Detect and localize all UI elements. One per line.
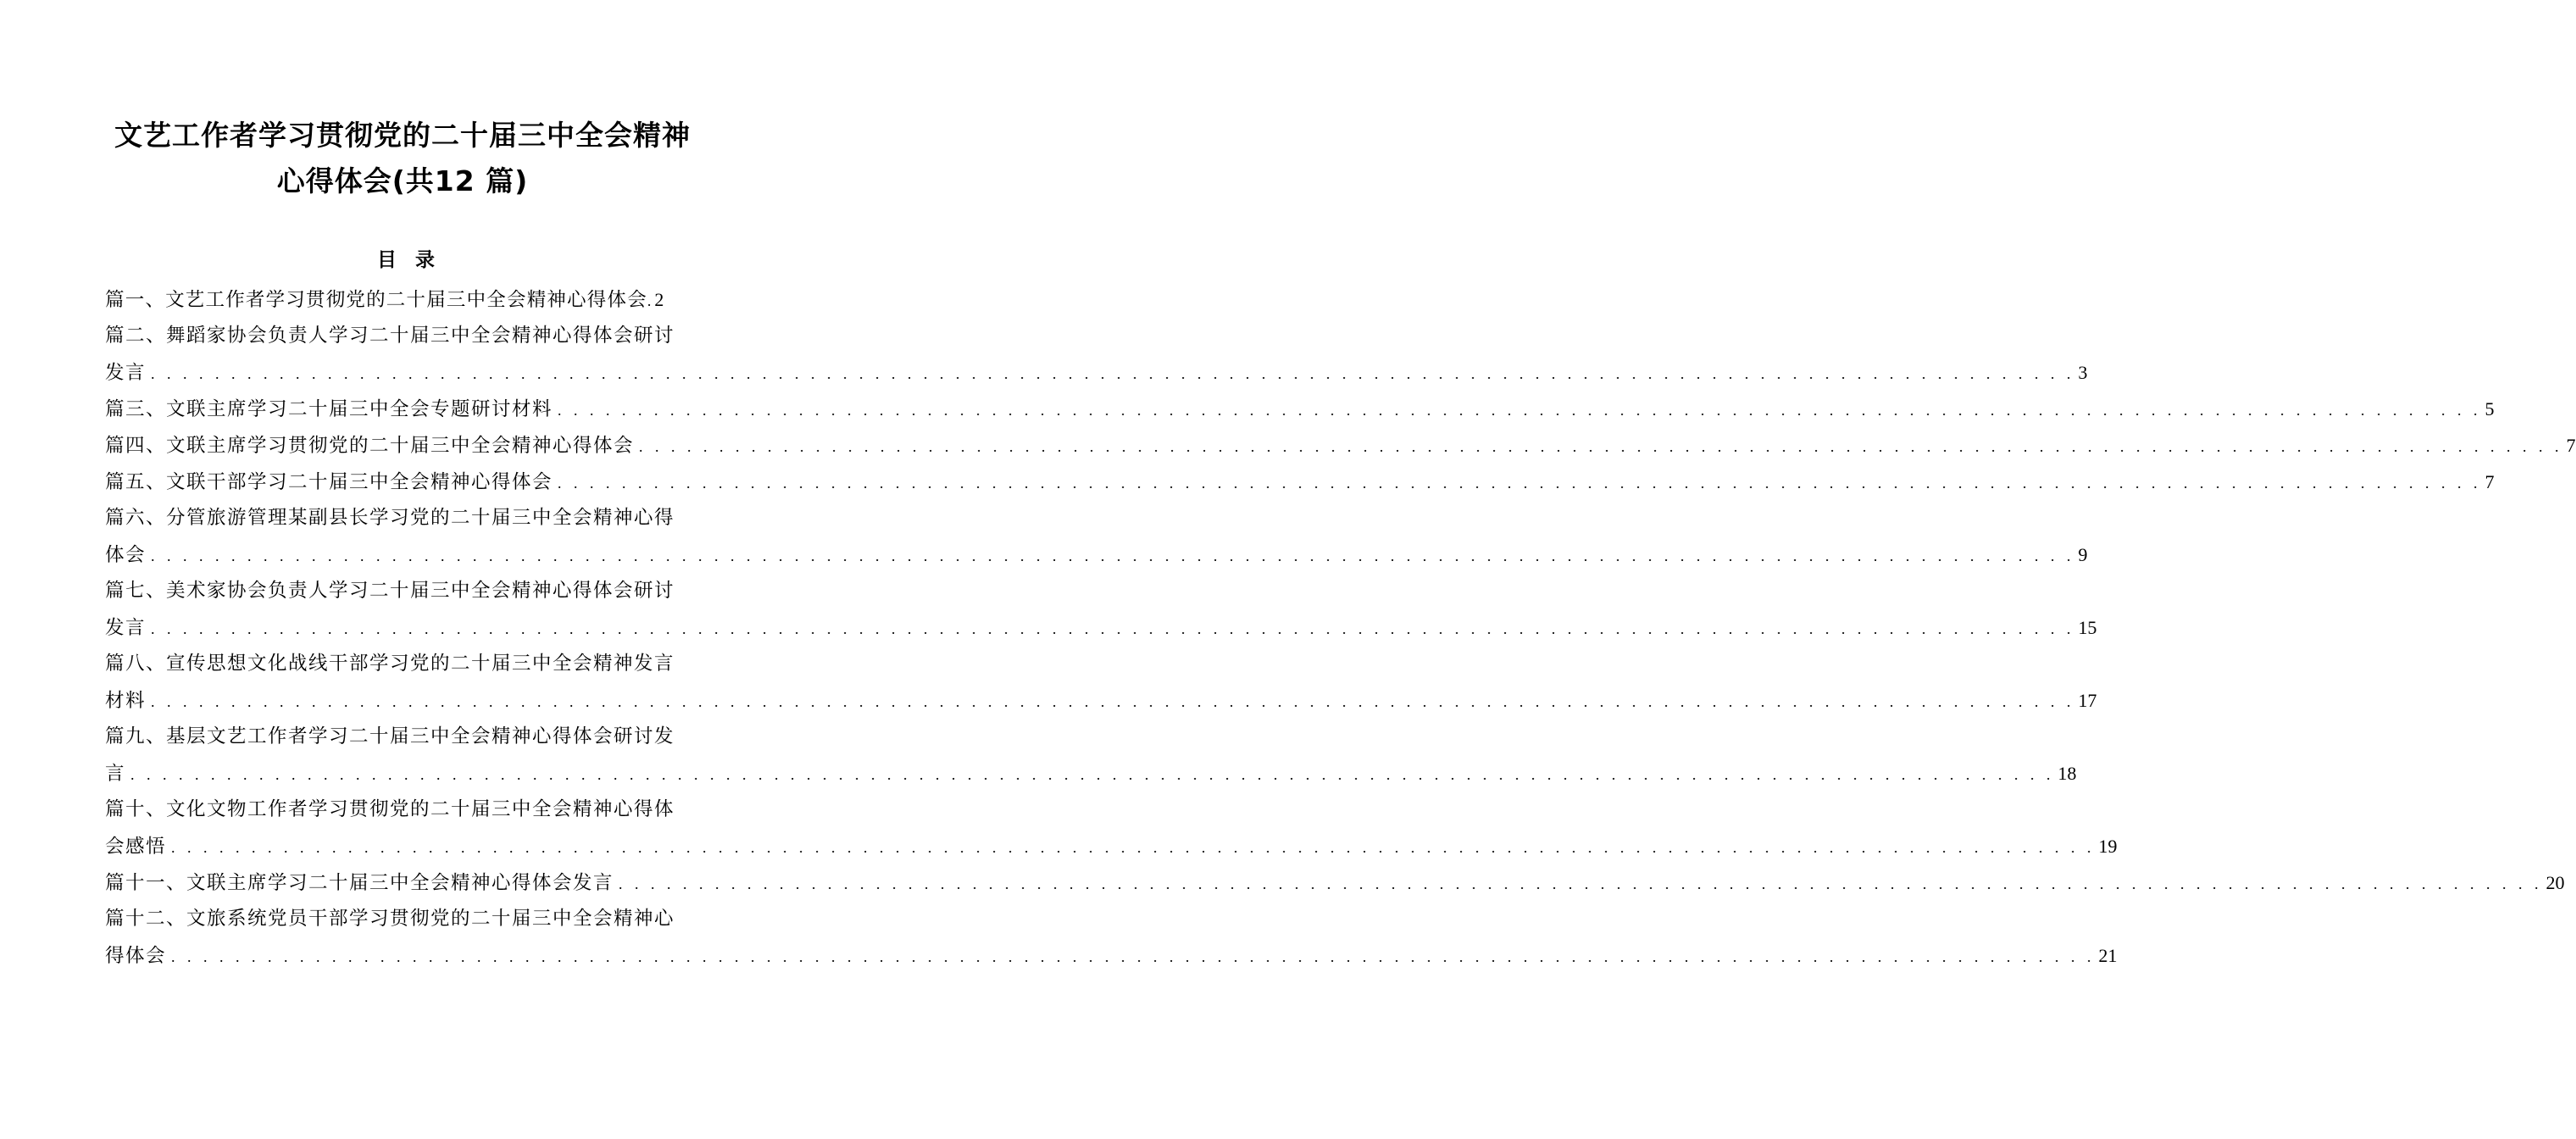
toc-entry-title: 篇四、文联主席学习贯彻党的二十届三中全会精神心得体会 <box>105 435 635 457</box>
toc-entry-title: 会感悟 <box>105 836 167 858</box>
toc-entry-title: 篇六、分管旅游管理某副县长学习党的二十届三中全会精神心得 <box>105 507 675 529</box>
toc-entry[interactable] <box>105 646 2097 719</box>
toc-entry-title: 发言 <box>105 617 147 639</box>
toc-dot-leader: . . . . . . . . . . . . . . . . . . . . . . . . . . . . . . . . . . . . . . . . . . . . . . . . . . . . . . . . . . . . . . . . . . . . . . . . . . . . . . . . . . . . . . . . . . . . . . . . . . . . . . . . . . . . . . . . . . . . . . . . <box>619 875 2543 892</box>
toc-page-number: 20 <box>2545 872 2565 893</box>
toc-entry-title: 体会 <box>105 544 147 566</box>
toc-page-number: 7 <box>2484 471 2495 492</box>
toc-dot-leader: . . . . . . . . . . . . . . . . . . . . . . . . . . . . . . . . . . . . . . . . . . . . . . . . . . . . . . . . . . . . . . . . . . . . . . . . . . . . . . . . . . . . . . . . . . . . . . . . . . . . . . . . . . . . . . . . . . . . . . . . <box>151 547 2075 564</box>
toc-page-number: 15 <box>2078 617 2097 638</box>
toc-entry-title: 篇十一、文联主席学习二十届三中全会精神心得体会发言 <box>105 872 614 894</box>
toc-entry[interactable] <box>105 719 2077 792</box>
toc-page-number: 19 <box>2098 836 2118 857</box>
table-of-contents <box>105 281 2576 974</box>
toc-entry-title: 得体会 <box>105 945 167 967</box>
toc-entry-title: 篇五、文联干部学习二十届三中全会精神心得体会 <box>105 471 553 493</box>
toc-entry-title: 篇十、文化文物工作者学习贯彻党的二十届三中全会精神心得体 <box>105 798 675 820</box>
toc-entry-title: 发言 <box>105 362 147 384</box>
toc-entry-title: 言 <box>105 763 126 785</box>
toc-entry[interactable] <box>105 464 2495 500</box>
toc-entry-title: 篇八、宣传思想文化战线干部学习党的二十届三中全会精神发言 <box>105 653 675 675</box>
toc-page-number: 3 <box>2078 362 2088 383</box>
toc-entry-title: 篇十二、文旅系统党员干部学习贯彻党的二十届三中全会精神心 <box>105 908 675 930</box>
toc-dot-leader: . . . . . . . . . . . . . . . . . . . . . . . . . . . . . . . . . . . . . . . . . . . . . . . . . . . . . . . . . . . . . . . . . . . . . . . . . . . . . . . . . . . . . . . . . . . . . . . . . . . . . . . . . . . . . . . . . . . . . . . . <box>558 402 2482 419</box>
toc-entry[interactable] <box>105 391 2495 427</box>
toc-entry[interactable] <box>105 792 2118 864</box>
toc-entry[interactable] <box>105 427 2576 464</box>
toc-dot-leader: . . . . . . . . . . . . . . . . . . . . . . . . . . . . . . . . . . . . . . . . . . . . . . . . . . . . . . . . . . . . . . . . . . . . . . . . . . . . . . . . . . . . . . . . . . . . . . . . . . . . . . . . . . . . . . . . . . . . . . . . <box>151 365 2075 382</box>
toc-entry[interactable] <box>105 901 2118 974</box>
toc-entry-title: 篇一、文艺工作者学习贯彻党的二十届三中全会精神心得体会 <box>105 289 647 311</box>
toc-entry-title: 材料 <box>105 690 147 712</box>
toc-entry[interactable] <box>105 281 717 318</box>
toc-page-number: 17 <box>2078 690 2097 711</box>
document-title-line-2: 心得体会(共12 篇) <box>276 164 529 197</box>
toc-page-number: 7 <box>2566 435 2576 456</box>
toc-page-number: 5 <box>2484 398 2495 419</box>
toc-dot-leader: . . . . . . . . . . . . . . . . . . . . . . . . . . . . . . . . . . . . . . . . . . . . . . . . . . . . . . . . . . . . . . . . . . . . . . . . . . . . . . . . . . . . . . . . . . . . . . . . . . . . . . . . . . . . . . . . . . . . . . . . <box>558 475 2482 492</box>
toc-dot-leader: . . . . . . . . . . . . . . . . . . . . . . . . . . . . . . . . . . . . . . . . . . . . . . . . . . . . . . . . . . . . . . . . . . . . . . . . . . . . . . . . . . . . . . . . . . . . . . . . . . . . . . . . . . . . . . . . . . . . . . . . <box>171 948 2096 965</box>
toc-dot-leader: . . . . . . . . . . . . . . . . . . . . . . . . . . . . . . . . . . . . . . . . . . . . . . . . . . . . . . . . . . . . . . . . . . . . . . . . . . . . . . . . . . . . . . . . . . . . . . . . . . . . . . . . . . . . . . . . . . . . . . . . <box>130 766 2055 783</box>
document-title-line-1: 文艺工作者学习贯彻党的二十届三中全会精神 <box>114 119 691 152</box>
toc-entry[interactable] <box>105 573 2097 646</box>
toc-page-number: 9 <box>2078 544 2088 565</box>
toc-entry-title: 篇七、美术家协会负责人学习二十届三中全会精神心得体会研讨 <box>105 580 675 602</box>
toc-dot-leader: . <box>647 292 652 309</box>
toc-page-number: 18 <box>2057 763 2077 784</box>
toc-entry[interactable] <box>105 500 2088 573</box>
toc-entry[interactable] <box>105 864 2565 901</box>
toc-dot-leader: . . . . . . . . . . . . . . . . . . . . . . . . . . . . . . . . . . . . . . . . . . . . . . . . . . . . . . . . . . . . . . . . . . . . . . . . . . . . . . . . . . . . . . . . . . . . . . . . . . . . . . . . . . . . . . . . . . . . . . . . <box>151 693 2075 710</box>
toc-entry-title: 篇三、文联主席学习二十届三中全会专题研讨材料 <box>105 398 553 420</box>
toc-heading: 目录 <box>377 249 453 271</box>
toc-dot-leader: . . . . . . . . . . . . . . . . . . . . . . . . . . . . . . . . . . . . . . . . . . . . . . . . . . . . . . . . . . . . . . . . . . . . . . . . . . . . . . . . . . . . . . . . . . . . . . . . . . . . . . . . . . . . . . . . . . . . . . . . <box>151 620 2075 637</box>
toc-dot-leader: . . . . . . . . . . . . . . . . . . . . . . . . . . . . . . . . . . . . . . . . . . . . . . . . . . . . . . . . . . . . . . . . . . . . . . . . . . . . . . . . . . . . . . . . . . . . . . . . . . . . . . . . . . . . . . . . . . . . . . . . <box>639 438 2563 455</box>
toc-entry[interactable] <box>105 318 2088 391</box>
toc-dot-leader: . . . . . . . . . . . . . . . . . . . . . . . . . . . . . . . . . . . . . . . . . . . . . . . . . . . . . . . . . . . . . . . . . . . . . . . . . . . . . . . . . . . . . . . . . . . . . . . . . . . . . . . . . . . . . . . . . . . . . . . . <box>171 839 2096 856</box>
toc-entry-title: 篇九、基层文艺工作者学习二十届三中全会精神心得体会研讨发 <box>105 725 675 747</box>
toc-entry-title: 篇二、舞蹈家协会负责人学习二十届三中全会精神心得体会研讨 <box>105 325 675 347</box>
toc-page-number: 21 <box>2098 945 2118 966</box>
toc-page-number: 2 <box>654 289 664 310</box>
